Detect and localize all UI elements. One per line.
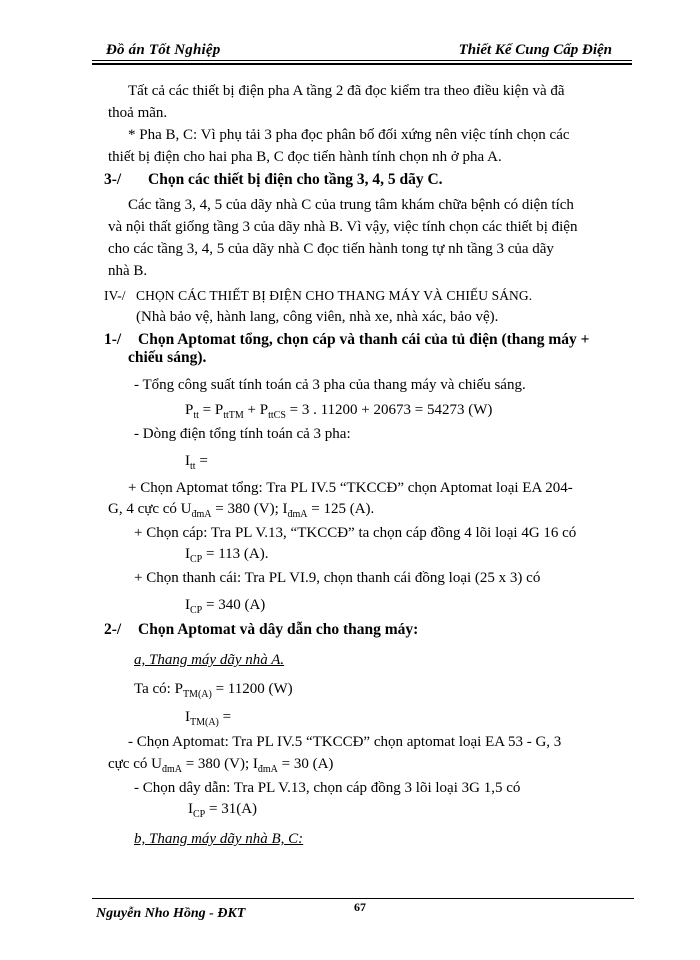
text-run: I [185, 546, 190, 562]
formula-subscript: ttCS [268, 410, 286, 421]
elevator-aptomat-line-2 [108, 755, 333, 779]
formula-subscript: tt [190, 461, 196, 472]
text-subscript: CP [190, 554, 203, 565]
section-iv-heading: CHỌN CÁC THIẾT BỊ ĐIỆN CHO THANG MÁY VÀ CHIẾU SÁNG. [136, 288, 533, 303]
section-1-heading-line-2: chiếu sáng). [128, 349, 207, 366]
page-number: 67 [354, 900, 366, 914]
section-2-number: 2-/ [104, 621, 122, 638]
text-subscript: CP [190, 605, 203, 616]
header-rule-thin [92, 60, 632, 61]
paragraph-3-line-3: cho các tầng 3, 4, 5 của dãy nhà C đọc tiến hành tong tự nh tầng 3 của dãy [108, 241, 554, 257]
aptomat-main-line-2 [108, 500, 374, 524]
paragraph-3-line-4: nhà B. [108, 263, 148, 279]
formula-symbol: I [185, 453, 190, 469]
elevator-cable-line-1: - Chọn dây dẫn: Tra PL V.13, chọn cáp đồng 3 lõi loại 3G 1,5 có [134, 780, 521, 796]
formula-subscript: tt [193, 410, 199, 421]
paragraph-1-line-2: thoả mãn. [108, 105, 168, 121]
footer-author: Nguyễn Nho Hồng - ĐKT [96, 906, 246, 921]
paragraph-2-line-2: thiết bị điện cho hai pha B, C đọc tiến hành tính chọn nh ở pha A. [108, 149, 502, 165]
text-subscript: đmA [287, 509, 308, 520]
page-header [92, 38, 632, 62]
elevator-a-power [134, 680, 293, 704]
paragraph-1-line-1: Tất cả các thiết bị điện pha A tầng 2 đã đọc kiểm tra theo điều kiện và đã [128, 83, 565, 99]
elevator-a-current [185, 708, 231, 732]
text-subscript: đmA [191, 509, 212, 520]
text-run: = 340 (A) [202, 597, 266, 613]
section-3-heading: Chọn các thiết bị điện cho tầng 3, 4, 5 dãy C. [148, 171, 443, 188]
formula-text: = 3 . 11200 + 20673 = 54273 (W) [285, 402, 493, 418]
text-run: = 30 (A) [277, 756, 334, 772]
paragraph-2-line-1: * Pha B, C: Vì phụ tải 3 pha đọc phân bố đối xứng nên việc tính chọn các [128, 127, 570, 143]
formula-text: = P [198, 402, 224, 418]
text-run: I [185, 709, 190, 725]
text-run: G, 4 cực có U [108, 501, 192, 517]
section-iv-subtitle: (Nhà bảo vệ, hành lang, công viên, nhà xe, nhà xác, bảo vệ). [136, 309, 499, 325]
text-run: = 31(A) [205, 801, 258, 817]
text-run: cực có U [108, 756, 162, 772]
text-run: Ta có: P [134, 681, 183, 697]
busbar-selection-line-1: + Chọn thanh cái: Tra PL VI.9, chọn thanh cái đồng loại (25 x 3) có [134, 570, 541, 586]
formula-text: + P [243, 402, 269, 418]
text-subscript: đmA [257, 764, 278, 775]
subsection-b-title: b, Thang máy dãy nhà B, C: [134, 831, 304, 847]
text-run: = 125 (A). [307, 501, 375, 517]
page-footer [92, 898, 634, 921]
paragraph-3-line-2: và nội thất giống tầng 3 của dãy nhà B. Vì vậy, việc tính chọn các thiết bị điện [108, 219, 578, 235]
elevator-cable-line-2 [188, 800, 257, 824]
formula-symbol: P [185, 402, 194, 418]
cable-selection-line-1: + Chọn cáp: Tra PL V.13, “TKCCĐ” ta chọn cáp đồng 4 lõi loại 4G 16 có [134, 525, 577, 541]
header-left-title: Đồ án Tốt Nghiệp [106, 42, 221, 58]
total-power-formula [185, 401, 492, 425]
section-1-heading-line-1: Chọn Aptomat tổng, chọn cáp và thanh cái của tủ điện (thang máy + [138, 331, 590, 348]
section-iv-number: IV-/ [104, 288, 126, 303]
text-subscript: CP [193, 809, 206, 820]
footer-rule [92, 898, 634, 899]
total-current-formula [185, 452, 208, 476]
busbar-selection-line-2 [185, 596, 265, 620]
elevator-aptomat-line-1: - Chọn Aptomat: Tra PL IV.5 “TKCCĐ” chọn aptomat loại EA 53 - G, 3 [128, 734, 562, 750]
total-power-label: - Tổng công suất tính toán cả 3 pha của thang máy và chiếu sáng. [134, 377, 526, 393]
text-run: = 113 (A). [202, 546, 269, 562]
text-run: I [188, 801, 193, 817]
text-run: = 380 (V); I [211, 501, 288, 517]
total-current-label: - Dòng điện tổng tính toán cả 3 pha: [134, 426, 351, 442]
formula-text: = [195, 453, 208, 469]
aptomat-main-line-1: + Chọn Aptomat tổng: Tra PL IV.5 “TKCCĐ” chọn Aptomat loại EA 204- [128, 480, 573, 496]
formula-subscript: ttTM [223, 410, 244, 421]
text-run: = [218, 709, 232, 725]
section-1-number: 1-/ [104, 331, 122, 348]
section-2-heading: Chọn Aptomat và dây dẫn cho thang máy: [138, 621, 419, 638]
section-3-number: 3-/ [104, 171, 122, 188]
text-subscript: TM(A) [190, 717, 219, 728]
text-subscript: TM(A) [182, 689, 212, 700]
text-subscript: đmA [161, 764, 182, 775]
header-right-title: Thiết Kế Cung Cấp Điện [458, 42, 612, 58]
text-run: I [185, 597, 190, 613]
cable-selection-line-2 [185, 545, 268, 569]
text-run: = 380 (V); I [181, 756, 258, 772]
subsection-a-title: a, Thang máy dãy nhà A. [134, 652, 285, 668]
paragraph-3-line-1: Các tầng 3, 4, 5 của dãy nhà C của trung tâm khám chữa bệnh có diện tích [128, 197, 574, 213]
text-run: = 11200 (W) [211, 681, 293, 697]
header-rule-thick [92, 63, 632, 65]
